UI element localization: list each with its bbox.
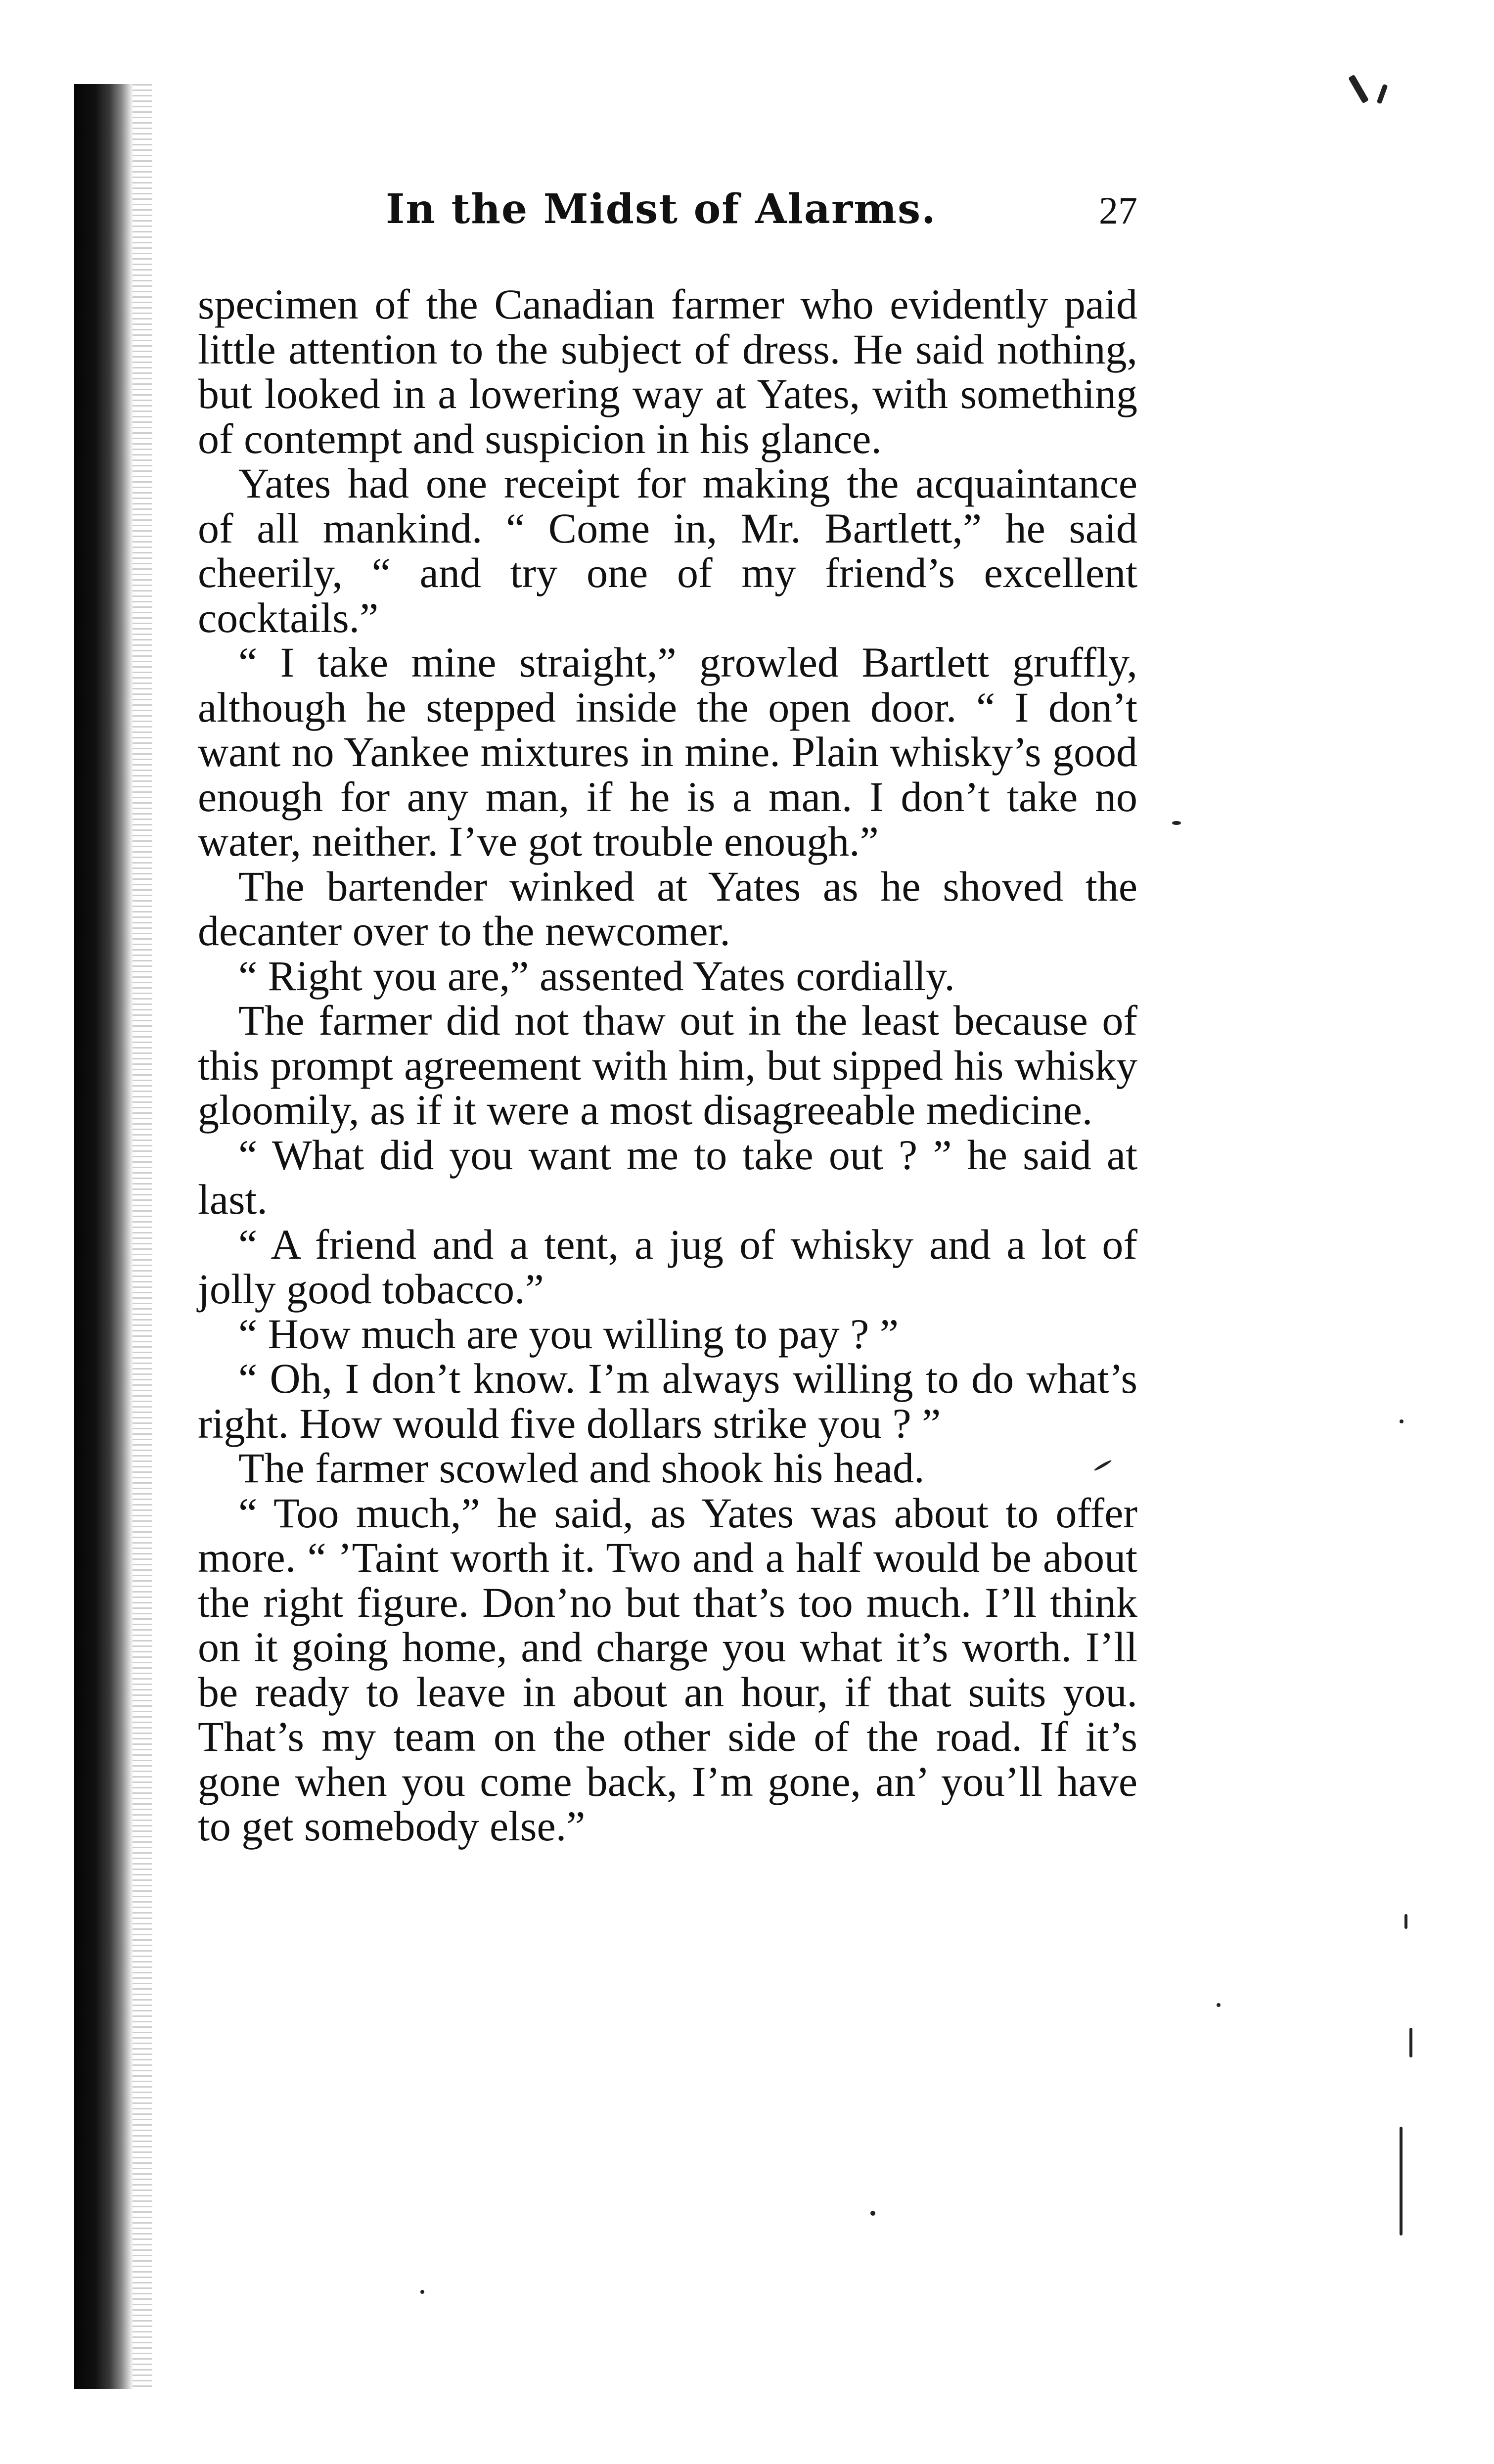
paragraph: “ I take mine straight,” growled Bartlett gruffly, although he stepped inside the open door. “ I don’t want no Yankee mixtures in mine. Plain whisky’s good enough for any man, if he is a man. I don’t take no water, neither. I’ve got trouble enough.” — [198, 639, 1137, 865]
running-title: In the Midst of Alarms. — [386, 185, 937, 233]
paragraph: Yates had one receipt for making the acquaintance of all mankind. “ Come in, Mr. Bartlett,” he said cheerily, “ and try one of my friend’s excellent cocktails.” — [198, 459, 1137, 641]
scan-speck — [1172, 821, 1181, 825]
scan-speck — [1409, 2028, 1412, 2057]
scan-speck — [1348, 75, 1369, 104]
scan-speck — [1404, 1914, 1407, 1929]
scan-speck — [420, 2290, 424, 2294]
paragraph: specimen of the Canadian farmer who evidently paid little attention to the subject of dress. He said nothing, but looked in a lowering way at Yates, with something of contempt and suspicion in his glance. — [198, 280, 1137, 462]
page-number: 27 — [1099, 189, 1137, 232]
paragraph: The farmer did not thaw out in the least because of this prompt agreement with him, but sipped his whisky gloomily, as if it were a most disagreeable medicine. — [198, 997, 1137, 1134]
binding-gutter-texture — [133, 84, 152, 2389]
scan-speck — [1400, 2127, 1403, 2236]
paragraph: The bartender winked at Yates as he shoved the decanter over to the newcomer. — [198, 862, 1137, 955]
scan-speck — [1376, 84, 1388, 104]
scan-speck — [870, 2211, 875, 2216]
scan-speck — [1217, 2003, 1221, 2007]
paragraph: “ Right you are,” assented Yates cordially. — [238, 952, 955, 1000]
scan-speck — [1400, 1419, 1403, 1423]
paragraph: “ A friend and a tent, a jug of whisky and a lot of jolly good tobacco.” — [198, 1220, 1137, 1313]
paragraph: “ How much are you willing to pay ? ” — [238, 1310, 899, 1358]
paragraph: “ Too much,” he said, as Yates was about to offer more. “ ’Taint worth it. Two and a half would be about the right figure. Don’no but that’s too much. I’ll think on it going home, and charge you what it’s worth. I’ll be ready to leave in about an hour, if that suits you. That’s my team on the other side of the road. If it’s gone when you come back, I’m gone, an’ you’ll have to get somebody else.” — [198, 1489, 1137, 1850]
paragraph: The farmer scowled and shook his head. — [238, 1444, 925, 1492]
body-text — [198, 282, 1137, 1849]
paragraph: “ Oh, I don’t know. I’m always willing to do what’s right. How would five dollars strike you ? ” — [198, 1355, 1137, 1447]
paragraph: “ What did you want me to take out ? ” he said at last. — [198, 1131, 1137, 1223]
page-header — [386, 185, 1137, 240]
binding-gutter-shadow — [74, 84, 134, 2389]
